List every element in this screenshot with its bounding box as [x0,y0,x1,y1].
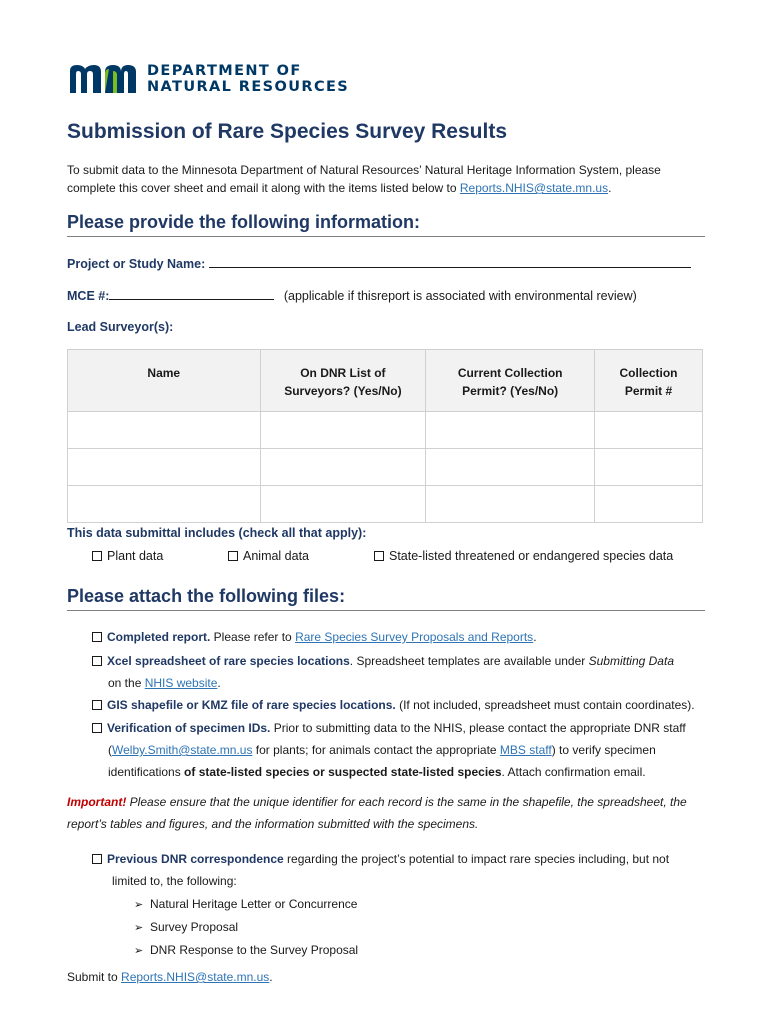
important-text: Please ensure that the unique identifier for each record is the same in the shapefile, the spreadsheet, the report’s tables and figures, and the information submitted with the specimens. [67,795,687,831]
file-item-verification-text: Prior to submitting data to the NHIS, please contact the appropriate DNR staff [270,721,686,735]
mce-row [67,288,637,303]
file-item-verification [92,717,722,783]
mce-field[interactable] [109,288,274,300]
checkbox-icon[interactable] [92,854,102,864]
project-name-label: Project or Study Name: [67,257,206,271]
mbs-staff-link[interactable]: MBS staff [499,743,552,757]
list-item-label: DNR Response to the Survey Proposal [150,943,359,957]
col-header-permit-number [595,350,703,412]
surveyors-table [67,349,703,523]
file-item-gis-text: (If not included, spreadsheet must contain coordinates). [395,698,695,712]
dnr-logo [68,62,349,96]
checkbox-icon[interactable] [92,551,102,561]
file-item-gis [92,694,722,716]
list-item [134,893,358,916]
col-header-dnr-list-text: On DNR List of Surveyors? (Yes/No) [284,366,402,398]
lead-surveyor-row [67,320,173,334]
org-name [147,63,349,95]
list-item [134,939,358,962]
file-item-verification-text4: identifications [108,765,185,779]
file-item-report [92,626,722,648]
table-header-row [68,350,703,412]
file-item-spreadsheet-line2 [92,672,722,694]
table-cell[interactable] [426,449,595,486]
table-cell[interactable] [595,449,703,486]
important-word: Important! [67,795,127,809]
file-item-verification-line3 [92,761,722,783]
checkbox-icon[interactable] [92,723,102,733]
table-cell[interactable] [68,486,261,523]
col-header-permit-number-text: Collection Permit # [619,366,678,398]
file-item-spreadsheet-text: . Spreadsheet templates are available under [349,654,589,668]
checkbox-plant[interactable] [92,549,163,563]
col-header-permit-text: Current Collection Permit? (Yes/No) [457,366,563,398]
table-cell[interactable] [595,412,703,449]
checkbox-icon[interactable] [92,632,102,642]
file-item-verification-text2: for plants; for animals contact the appropriate [252,743,500,757]
table-row [68,449,703,486]
checkbox-animal[interactable] [228,549,309,563]
correspondence-line2: limited to, the following: [112,874,237,888]
file-item-spreadsheet-tail: . [217,676,221,690]
table-cell[interactable] [260,486,426,523]
col-header-permit [426,350,595,412]
correspondence-list [134,893,358,962]
file-item-verification-tail: . Attach confirmation email. [501,765,646,779]
project-name-row [67,256,691,271]
checkbox-icon[interactable] [374,551,384,561]
file-item-verification-text3: ) to verify specimen [551,743,656,757]
includes-row [67,526,366,540]
file-item-report-bold: Completed report. [107,630,211,644]
table-cell[interactable] [68,449,261,486]
arrow-bullet-icon: ➢ [134,945,144,957]
checkbox-icon[interactable] [92,656,102,666]
mce-label: MCE #: [67,289,110,303]
col-header-dnr-list [260,350,426,412]
includes-label: This data submittal includes (check all that apply): [67,526,367,540]
submit-line [67,970,273,984]
arrow-bullet-icon: ➢ [134,922,144,934]
org-name-line1: DEPARTMENT OF [147,63,302,79]
file-item-verification-line2 [92,739,722,761]
org-name-line2: NATURAL RESOURCES [147,79,350,95]
submit-label: Submit to [67,970,122,984]
submit-email-link[interactable]: Reports.NHIS@state.mn.us [121,970,270,984]
file-item-verification-bold2: of state-listed species or suspected state-listed species [184,765,502,779]
file-item-spreadsheet-bold: Xcel spreadsheet of rare species locations [107,654,350,668]
intro-text: To submit data to the Minnesota Department of Natural Resources’ Natural Heritage Information System, please complete this cover sheet and email it along with the items listed below to [67,163,661,195]
paren-open: ( [108,743,112,757]
table-cell[interactable] [595,486,703,523]
important-note [67,791,717,835]
file-item-report-text: Please refer to [210,630,296,644]
list-item-label: Survey Proposal [150,920,239,934]
intro-paragraph [67,161,707,197]
file-item-gis-bold: GIS shapefile or KMZ file of rare species locations. [107,698,396,712]
table-cell[interactable] [260,449,426,486]
files-section-heading: Please attach the following files: [67,586,705,611]
submit-tail: . [269,970,273,984]
checkbox-icon[interactable] [92,700,102,710]
intro-email-link[interactable]: Reports.NHIS@state.mn.us [459,181,609,195]
mn-logo-icon [68,63,138,95]
page-title: Submission of Rare Species Survey Results [67,120,507,143]
intro-tail: . [608,181,612,195]
table-row [68,412,703,449]
table-cell[interactable] [68,412,261,449]
correspondence-text: regarding the project’s potential to impact rare species including, but not [283,852,670,866]
checkbox-plant-label: Plant data [107,549,164,563]
file-item-spreadsheet-text2: on the [108,676,145,690]
file-item-report-tail: . [533,630,537,644]
list-item [134,916,358,939]
file-item-verification-bold: Verification of specimen IDs. [107,721,271,735]
nhis-website-link[interactable]: NHIS website [144,676,218,690]
welby-email-link[interactable]: Welby.Smith@state.mn.us [112,743,253,757]
checkbox-animal-label: Animal data [243,549,310,563]
mce-note: (applicable if thisreport is associated with environmental review) [283,289,637,303]
info-section-heading: Please provide the following information: [67,212,705,237]
arrow-bullet-icon: ➢ [134,899,144,911]
list-item-label: Natural Heritage Letter or Concurrence [150,897,358,911]
submitting-data-text: Submitting Data [588,654,674,668]
file-item-correspondence [92,848,722,892]
table-cell[interactable] [260,412,426,449]
checkbox-state-listed-label: State-listed threatened or endangered species data [389,549,674,563]
rare-species-link[interactable]: Rare Species Survey Proposals and Reports [295,630,534,644]
project-name-field[interactable] [209,256,691,268]
lead-surveyor-label: Lead Surveyor(s): [67,320,174,334]
checkbox-state-listed[interactable] [374,549,673,563]
table-cell[interactable] [426,412,595,449]
file-item-spreadsheet [92,650,722,694]
col-header-name: Name [68,350,261,412]
checkbox-icon[interactable] [228,551,238,561]
correspondence-bold: Previous DNR correspondence [107,852,284,866]
table-row [68,486,703,523]
table-cell[interactable] [426,486,595,523]
